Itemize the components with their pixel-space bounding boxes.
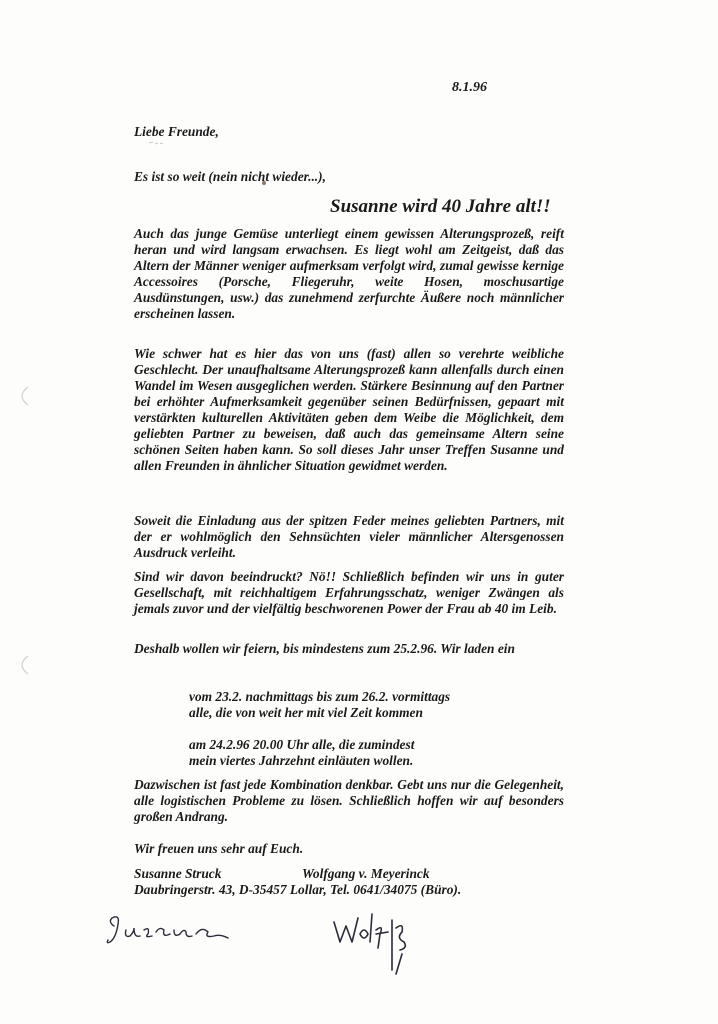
intro-line: Es ist so weit (nein nicht wieder...), xyxy=(134,169,326,184)
paragraph: Soweit die Einladung aus der spitzen Feder meines geliebten Partners, mit der er wohlmöglich den Sehnsüchten vieler männlicher Altersgenossen Ausdruck verleiht. xyxy=(134,513,564,560)
pencil-mark xyxy=(148,141,164,145)
invite-block xyxy=(189,737,509,769)
signature-susanne xyxy=(104,908,234,954)
sender-address: Daubringerstr. 43, D-35457 Lollar, Tel. 0641/34075 (Büro). xyxy=(134,882,462,897)
sender-name: Susanne Struck xyxy=(134,866,222,881)
paragraph: Auch das junge Gemüse unterliegt einem gewissen Alterungsprozeß, reift heran und wird langsam erwachsen. Es liegt wohl am Zeitgeist, daß das Altern der Männer weniger aufmerksam verfolgt wird, zumal gewisse kernige Accessoires (Porsche, Fliegeruhr, weite Hosen, moschusartige Ausdünstungen, usw.) das zunehmend zerfurchte Äußere noch männlicher erscheinen lassen. xyxy=(134,226,564,321)
invite-line: mein viertes Jahrzehnt einläuten wollen. xyxy=(189,753,414,768)
paragraph: Deshalb wollen wir feiern, bis mindestens zum 25.2.96. Wir laden ein xyxy=(134,641,515,656)
paragraph: Dazwischen ist fast jede Kombination denkbar. Gebt uns nur die Gelegenheit, alle logistischen Probleme zu lösen. Schließlich hoffen wir auf besonders großen Andrang. xyxy=(134,777,564,824)
salutation: Liebe Freunde, xyxy=(134,124,219,139)
invite-block xyxy=(189,689,509,721)
invite-line: am 24.2.96 20.00 Uhr alle, die zumindest xyxy=(189,737,415,752)
paragraph: Sind wir davon beeindruckt? Nö!! Schließlich befinden wir uns in guter Gesellschaft, mit reichhaltigem Erfahrungsschatz, weniger Zwängen als jemals zuvor und der vielfältig beschworenen Power der Frau ab 40 im Leib. xyxy=(134,569,564,616)
invite-line: alle, die von weit her mit viel Zeit kommen xyxy=(189,705,423,720)
signature-wolfgang xyxy=(330,908,410,978)
headline: Susanne wird 40 Jahre alt!! xyxy=(330,196,551,217)
invite-line: vom 23.2. nachmittags bis zum 26.2. vormittags xyxy=(189,689,451,704)
paragraph: Wie schwer hat es hier das von uns (fast) allen so verehrte weibliche Geschlecht. Der unaufhaltsame Alterungsprozeß kann allenfalls durch einen Wandel im Wesen ausgeglichen werden. Stärkere Besinnung auf den Partner bei erhöhter Aufmerksamkeit gegenüber seinen Bedürfnissen, gepaart mit verstärkten kulturellen Aktivitäten geben dem Weibe die Möglichkeit, dem geliebten Partner zu beweisen, daß auch das gemeinsame Altern seine schönen Seiten haben kann. So soll dieses Jahr unser Treffen Susanne und allen Freunden in ähnlicher Situation gewidmet werden. xyxy=(134,346,564,473)
punch-hole-mark xyxy=(14,385,32,407)
sender-name: Wolfgang v. Meyerinck xyxy=(302,866,430,881)
punch-hole-mark xyxy=(14,654,32,676)
letter-date: 8.1.96 xyxy=(452,80,487,95)
closing-line: Wir freuen uns sehr auf Euch. xyxy=(134,841,304,856)
